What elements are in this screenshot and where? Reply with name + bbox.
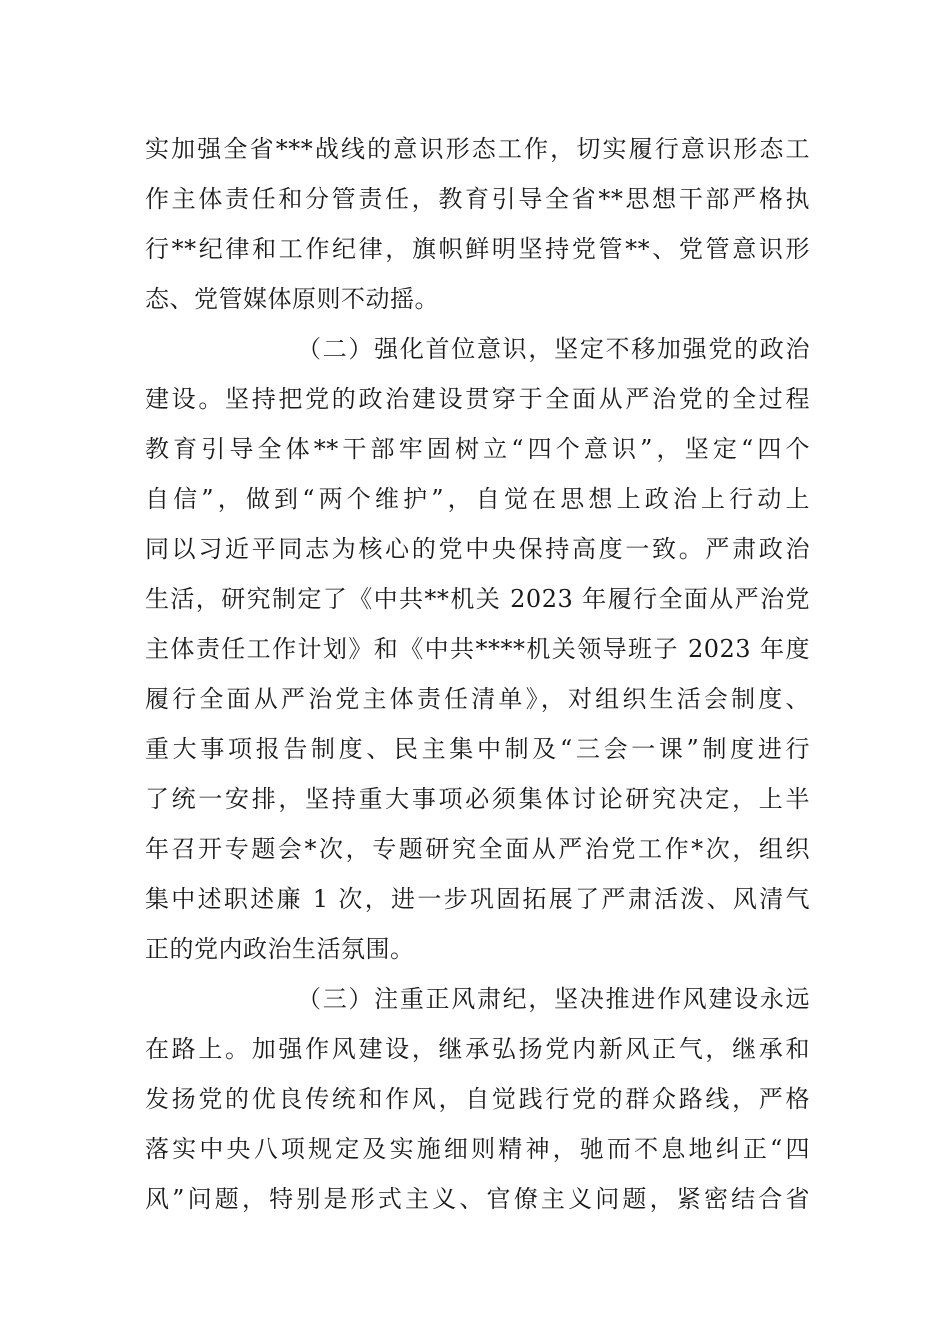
text-line: 态、党管媒体原则不动摇。 [145,285,439,313]
text-line: 履行全面从严治党主体责任清单》，对组织生活会制度、 [145,685,810,713]
text-line: 作主体责任和分管责任，教育引导全省**思想干部严格执 [145,185,810,213]
text-line: 了统一安排，坚持重大事项必须集体讨论研究决定，上半 [145,785,810,813]
text-line: 集中述职述廉 1 次，进一步巩固拓展了严肃活泼、风清气 [145,885,810,913]
text-line: 在路上。加强作风建设，继承弘扬党内新风正气，继承和 [145,1035,810,1063]
text-line: 年召开专题会*次，专题研究全面从严治党工作*次，组织 [145,835,810,863]
text-line: 正的党内政治生活氛围。 [145,935,415,963]
text-line: 主体责任工作计划》和《中共****机关领导班子 2023 年度 [145,635,810,663]
section-heading-2: （二）强化首位意识，坚定不移加强党的政治 [297,335,810,363]
text-line: 建设。坚持把党的政治建设贯穿于全面从严治党的全过程 [145,385,810,413]
section-heading-3: （三）注重正风肃纪，坚决推进作风建设永远 [297,985,810,1013]
text-line: 自信”，做到“两个维护”，自觉在思想上政治上行动上 [145,485,810,513]
text-line: 生活，研究制定了《中共**机关 2023 年履行全面从严治党 [145,585,810,613]
text-line: 行**纪律和工作纪律，旗帜鲜明坚持党管**、党管意识形 [145,235,810,263]
text-line: 落实中央八项规定及实施细则精神，驰而不息地纠正“四 [145,1135,810,1163]
text-line: 重大事项报告制度、民主集中制及“三会一课”制度进行 [145,735,810,763]
text-line: 发扬党的优良传统和作风，自觉践行党的群众路线，严格 [145,1085,810,1113]
text-line: 风”问题，特别是形式主义、官僚主义问题，紧密结合省 [145,1185,810,1213]
text-line: 实加强全省***战线的意识形态工作，切实履行意识形态工 [145,135,810,163]
text-line: 教育引导全体**干部牢固树立“四个意识”，坚定“四个 [145,435,810,463]
text-line: 同以习近平同志为核心的党中央保持高度一致。严肃政治 [145,535,810,563]
